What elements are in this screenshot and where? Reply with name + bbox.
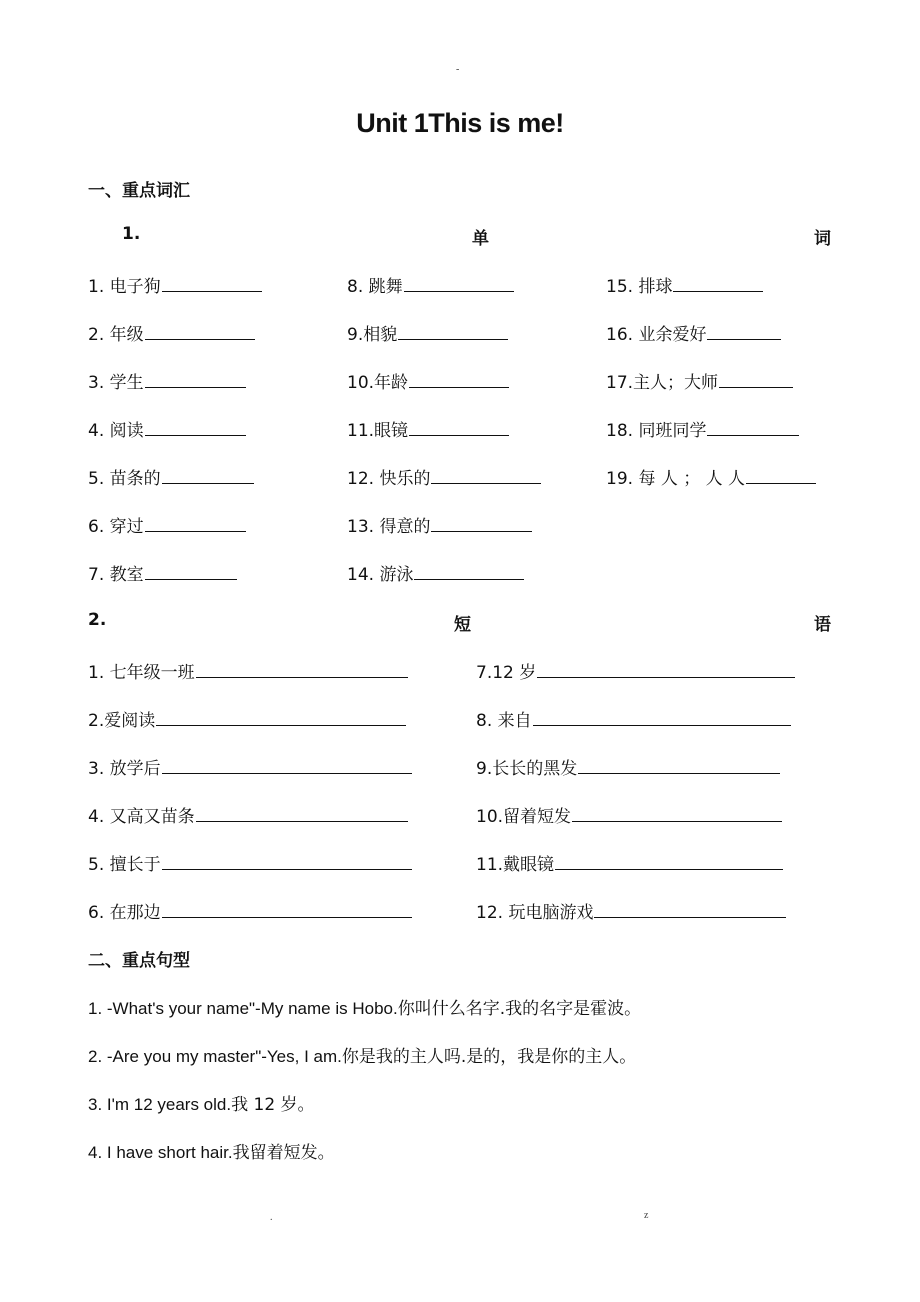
answer-blank[interactable] bbox=[533, 708, 791, 726]
answer-blank[interactable] bbox=[145, 562, 237, 580]
sentence-english: 4. I have short hair. bbox=[88, 1143, 233, 1162]
word-item-label: 14. 游泳 bbox=[347, 565, 414, 585]
sentence-item bbox=[88, 1138, 335, 1163]
word-item-label: 2. 年级 bbox=[88, 325, 144, 345]
word-item-label: 7. 教室 bbox=[88, 565, 144, 585]
phrase-item bbox=[88, 706, 406, 731]
word-item-label: 8. 跳舞 bbox=[347, 277, 403, 297]
word-item-label: 1. 电子狗 bbox=[88, 277, 161, 297]
answer-blank[interactable] bbox=[578, 756, 780, 774]
phrase-item-label: 11.戴眼镜 bbox=[476, 855, 555, 875]
answer-blank[interactable] bbox=[156, 708, 406, 726]
phrase-item-label: 5. 擅长于 bbox=[88, 855, 161, 875]
word-item bbox=[347, 512, 532, 537]
answer-blank[interactable] bbox=[162, 274, 262, 292]
word-item bbox=[606, 464, 816, 489]
word-item bbox=[88, 272, 262, 297]
section-vocabulary-heading: 一、重点词汇 bbox=[88, 181, 190, 201]
phrase-item-label: 6. 在那边 bbox=[88, 903, 161, 923]
answer-blank[interactable] bbox=[162, 756, 412, 774]
header-mark: - bbox=[456, 64, 460, 75]
phrase-item bbox=[476, 802, 782, 827]
answer-blank[interactable] bbox=[145, 514, 246, 532]
answer-blank[interactable] bbox=[431, 466, 541, 484]
word-item-label: 10.年龄 bbox=[347, 373, 409, 393]
answer-blank[interactable] bbox=[594, 900, 786, 918]
footer-left-mark: . bbox=[270, 1212, 273, 1223]
word-item bbox=[88, 560, 237, 585]
sentence-english: 2. -Are you my master"-Yes, I am. bbox=[88, 1047, 342, 1066]
answer-blank[interactable] bbox=[162, 900, 412, 918]
phrases-heading-char-1: 短 bbox=[454, 615, 471, 635]
word-item-label: 12. 快乐的 bbox=[347, 469, 431, 489]
word-item bbox=[88, 464, 254, 489]
words-heading-char-1: 单 bbox=[472, 229, 489, 249]
word-item bbox=[606, 320, 781, 345]
phrases-heading-number: 2. bbox=[88, 610, 107, 630]
phrase-item-label: 8. 来自 bbox=[476, 711, 532, 731]
answer-blank[interactable] bbox=[145, 370, 246, 388]
phrase-item bbox=[88, 850, 412, 875]
phrase-item-label: 1. 七年级一班 bbox=[88, 663, 195, 683]
word-item-label: 16. 业余爱好 bbox=[606, 325, 707, 345]
phrase-item bbox=[88, 898, 412, 923]
word-item bbox=[347, 560, 524, 585]
answer-blank[interactable] bbox=[555, 852, 783, 870]
answer-blank[interactable] bbox=[719, 370, 793, 388]
word-item-label: 13. 得意的 bbox=[347, 517, 431, 537]
word-item bbox=[88, 512, 246, 537]
phrase-item bbox=[88, 754, 412, 779]
word-item-label: 5. 苗条的 bbox=[88, 469, 161, 489]
phrase-item-label: 4. 又高又苗条 bbox=[88, 807, 195, 827]
word-item-label: 19. 每 人 ； 人 人 bbox=[606, 469, 746, 489]
phrase-item-label: 12. 玩电脑游戏 bbox=[476, 903, 594, 923]
phrase-item-label: 9.长长的黑发 bbox=[476, 759, 578, 779]
word-item bbox=[347, 416, 509, 441]
sentence-item bbox=[88, 1090, 315, 1115]
words-heading-number: 1. bbox=[122, 224, 141, 244]
word-item bbox=[88, 416, 246, 441]
phrase-item bbox=[88, 658, 408, 683]
answer-blank[interactable] bbox=[162, 852, 412, 870]
page-title: Unit 1This is me! bbox=[356, 108, 564, 138]
word-item bbox=[347, 272, 514, 297]
phrase-item-label: 2.爱阅读 bbox=[88, 711, 156, 731]
answer-blank[interactable] bbox=[196, 660, 408, 678]
answer-blank[interactable] bbox=[404, 274, 514, 292]
phrase-item bbox=[476, 706, 791, 731]
word-item bbox=[347, 368, 509, 393]
word-item bbox=[88, 368, 246, 393]
answer-blank[interactable] bbox=[746, 466, 816, 484]
phrase-item bbox=[476, 850, 783, 875]
answer-blank[interactable] bbox=[409, 370, 509, 388]
phrase-item bbox=[476, 754, 780, 779]
answer-blank[interactable] bbox=[162, 466, 254, 484]
sentence-chinese: 你叫什么名字.我的名字是霍波。 bbox=[397, 999, 642, 1019]
word-item-label: 17.主人；大师 bbox=[606, 373, 719, 393]
answer-blank[interactable] bbox=[398, 322, 508, 340]
phrase-item-label: 7.12 岁 bbox=[476, 663, 537, 683]
phrase-item bbox=[88, 802, 408, 827]
answer-blank[interactable] bbox=[196, 804, 408, 822]
phrase-item bbox=[476, 898, 786, 923]
word-item-label: 9.相貌 bbox=[347, 325, 398, 345]
word-item-label: 18. 同班同学 bbox=[606, 421, 707, 441]
answer-blank[interactable] bbox=[409, 418, 509, 436]
footer-right-mark: z bbox=[644, 1210, 649, 1221]
word-item bbox=[606, 416, 799, 441]
word-item bbox=[606, 272, 763, 297]
answer-blank[interactable] bbox=[145, 322, 255, 340]
word-item-label: 4. 阅读 bbox=[88, 421, 144, 441]
answer-blank[interactable] bbox=[414, 562, 524, 580]
word-item-label: 11.眼镜 bbox=[347, 421, 409, 441]
sentence-english: 3. I'm 12 years old. bbox=[88, 1095, 232, 1114]
sentence-item bbox=[88, 994, 641, 1019]
answer-blank[interactable] bbox=[431, 514, 532, 532]
answer-blank[interactable] bbox=[537, 660, 795, 678]
answer-blank[interactable] bbox=[572, 804, 782, 822]
word-item bbox=[88, 320, 255, 345]
answer-blank[interactable] bbox=[707, 322, 781, 340]
sentence-chinese: 我留着短发。 bbox=[232, 1143, 335, 1163]
phrase-item-label: 10.留着短发 bbox=[476, 807, 572, 827]
word-item-label: 3. 学生 bbox=[88, 373, 144, 393]
answer-blank[interactable] bbox=[673, 274, 763, 292]
sentence-chinese: 我 12 岁。 bbox=[231, 1095, 315, 1115]
words-heading-char-2: 词 bbox=[814, 229, 831, 249]
phrases-heading-char-2: 语 bbox=[814, 615, 831, 635]
sentence-english: 1. -What's your name"-My name is Hobo. bbox=[88, 999, 398, 1018]
word-item-label: 6. 穿过 bbox=[88, 517, 144, 537]
word-item bbox=[347, 464, 541, 489]
sentence-item bbox=[88, 1042, 636, 1067]
phrase-item-label: 3. 放学后 bbox=[88, 759, 161, 779]
section-sentences-heading: 二、重点句型 bbox=[88, 951, 190, 971]
word-item-label: 15. 排球 bbox=[606, 277, 673, 297]
word-item bbox=[606, 368, 793, 393]
word-item bbox=[347, 320, 508, 345]
answer-blank[interactable] bbox=[145, 418, 246, 436]
sentence-chinese: 你是我的主人吗.是的，我是你的主人。 bbox=[341, 1047, 637, 1067]
phrase-item bbox=[476, 658, 795, 683]
answer-blank[interactable] bbox=[707, 418, 799, 436]
